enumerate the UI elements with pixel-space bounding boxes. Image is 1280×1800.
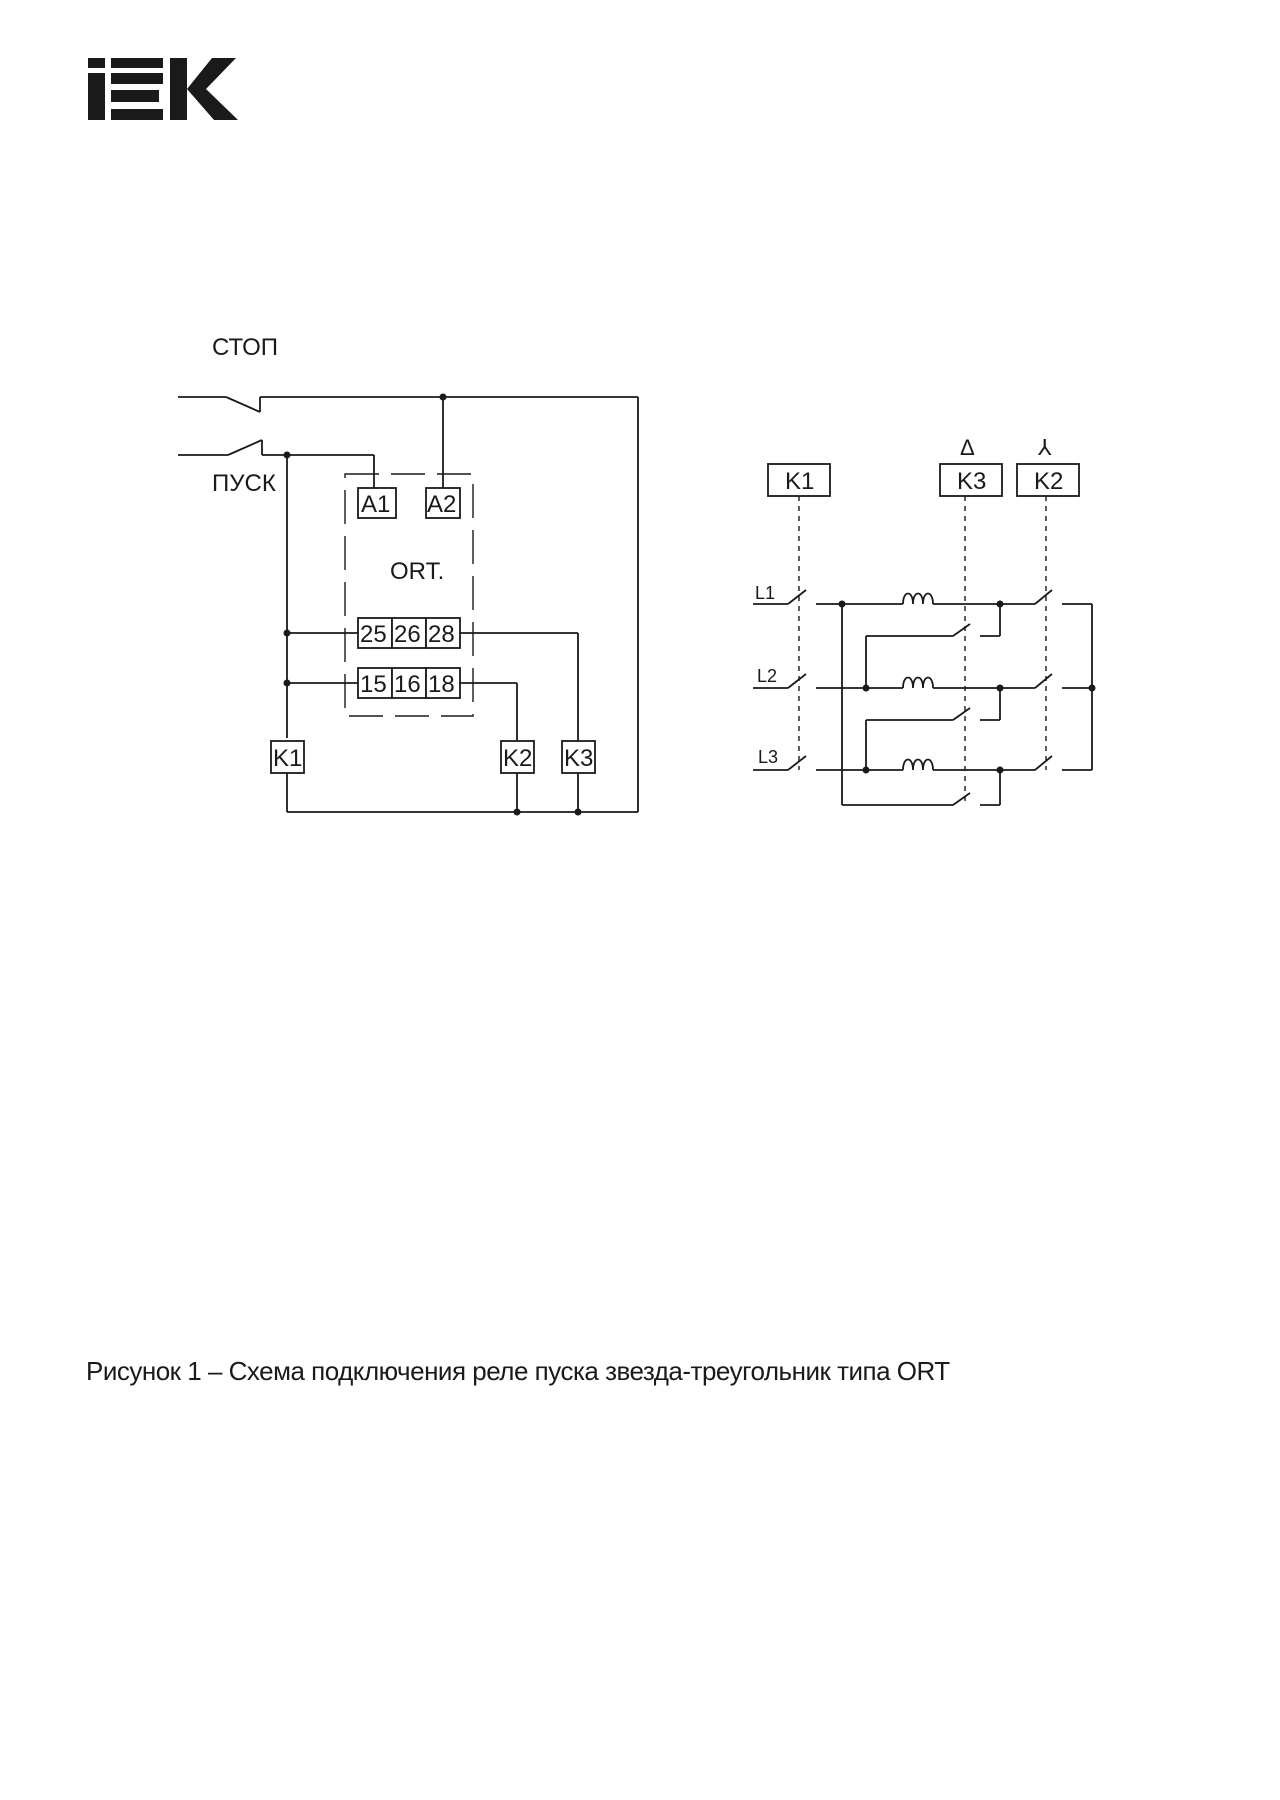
coil-k1-left: K1 xyxy=(273,745,303,772)
start-label: ПУСК xyxy=(212,470,276,497)
terminal-16: 16 xyxy=(394,671,421,698)
relay-label: ORT. xyxy=(390,558,445,585)
terminal-a1: A1 xyxy=(361,491,391,518)
terminal-18: 18 xyxy=(428,671,455,698)
line-l2: L2 xyxy=(757,666,778,686)
line-l3: L3 xyxy=(758,747,779,767)
terminal-28: 28 xyxy=(428,621,455,648)
coil-k1-right: K1 xyxy=(785,468,815,495)
coil-k2-right: K2 xyxy=(1034,468,1064,495)
terminal-26: 26 xyxy=(394,621,421,648)
power-circuit xyxy=(753,435,1096,805)
stop-label: СТОП xyxy=(212,334,279,361)
terminal-15: 15 xyxy=(360,671,387,698)
line-l1: L1 xyxy=(755,583,776,603)
control-circuit xyxy=(178,334,638,816)
terminal-25: 25 xyxy=(360,621,387,648)
coil-k3-right: K3 xyxy=(957,468,987,495)
delta-symbol: Δ xyxy=(960,435,975,460)
coil-k3-left: K3 xyxy=(564,745,594,772)
figure-caption: Рисунок 1 – Схема подключения реле пуска звезда-треугольник типа ORT xyxy=(86,1356,950,1386)
star-symbol: ⅄ xyxy=(1038,435,1052,460)
coil-k2-left: K2 xyxy=(503,745,533,772)
terminal-a2: A2 xyxy=(427,491,457,518)
